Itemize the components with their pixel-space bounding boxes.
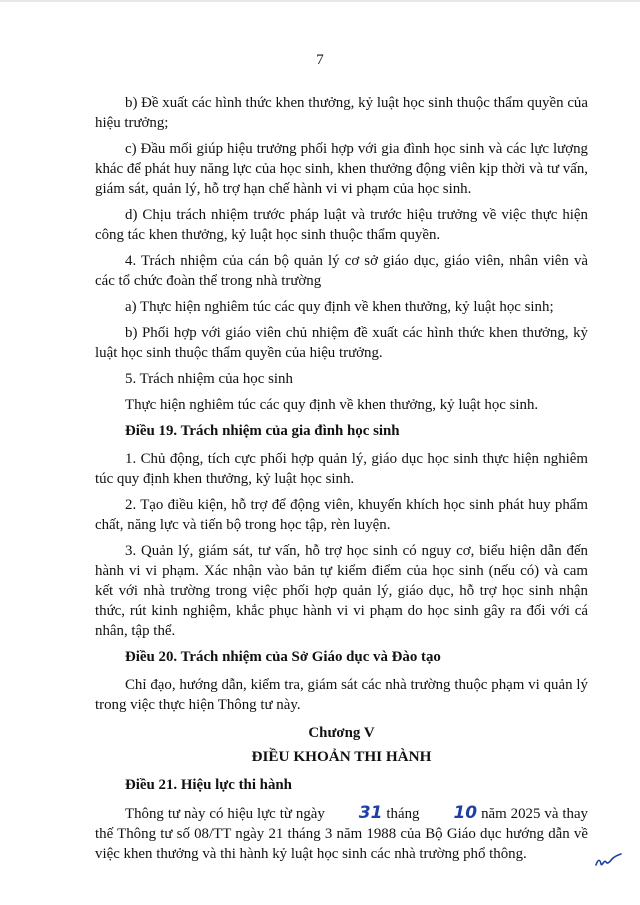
paragraph: d) Chịu trách nhiệm trước pháp luật và trước hiệu trưởng về việc thực hiện công tác khen thưởng, kỷ luật học sinh thuộc thẩm quyền. <box>95 207 588 243</box>
page-number: 7 <box>316 52 324 68</box>
document-body <box>95 93 588 870</box>
paragraph: b) Phối hợp với giáo viên chủ nhiệm đề xuất các hình thức khen thưởng, kỷ luật học sinh thuộc thẩm quyền của hiệu trưởng. <box>95 325 588 361</box>
effective-date-paragraph <box>95 803 588 864</box>
article-19-heading: Điều 19. Trách nhiệm của gia đình học sinh <box>125 423 400 439</box>
month-word: tháng <box>386 806 420 822</box>
scan-edge <box>0 0 640 2</box>
effective-text-start: Thông tư này có hiệu lực từ ngày <box>125 806 325 822</box>
paragraph: Chỉ đạo, hướng dẫn, kiểm tra, giám sát các nhà trường thuộc phạm vi quản lý trong việc thực hiện Thông tư này. <box>95 677 588 713</box>
effective-text-end: năm 2025 và thay thế Thông tư số 08/TT ngày 21 tháng 3 năm 1988 của Bộ Giáo dục hướng dẫn về việc khen thưởng và thi hành kỷ luật học sinh các nhà trường phổ thông. <box>95 806 589 862</box>
paragraph: a) Thực hiện nghiêm túc các quy định về khen thưởng, kỷ luật học sinh; <box>125 299 554 315</box>
paragraph: 2. Tạo điều kiện, hỗ trợ để động viên, khuyến khích học sinh phát huy phẩm chất, năng lực và tiến bộ trong học tập, rèn luyện. <box>95 497 588 533</box>
chapter-label: Chương V <box>308 725 375 741</box>
paragraph: 1. Chủ động, tích cực phối hợp quản lý, giáo dục học sinh thực hiện nghiêm túc quy định khen thưởng, kỷ luật học sinh. <box>95 451 588 487</box>
handwritten-month: 10 <box>453 803 478 823</box>
paragraph: 5. Trách nhiệm của học sinh <box>125 371 293 387</box>
paragraph: b) Đề xuất các hình thức khen thưởng, kỷ luật học sinh thuộc thẩm quyền của hiệu trưởng; <box>95 95 588 131</box>
article-20-heading: Điều 20. Trách nhiệm của Sở Giáo dục và Đào tạo <box>125 649 441 665</box>
paragraph: Thực hiện nghiêm túc các quy định về khen thưởng, kỷ luật học sinh. <box>125 397 539 413</box>
paragraph: 3. Quản lý, giám sát, tư vấn, hỗ trợ học sinh có nguy cơ, biểu hiện dẫn đến hành vi vi phạm. Xác nhận vào bản tự kiểm điểm của học sinh (nếu có) và cam kết với nhà trường trong việc phối hợp quản lý, giáo dục, hỗ trợ học sinh nhận thức, rút kinh nghiệm, khắc phục hành vi vi phạm do học sinh gây ra đối với cá nhân, tập thể. <box>95 543 588 639</box>
article-21-heading: Điều 21. Hiệu lực thi hành <box>125 777 292 793</box>
chapter-title: ĐIỀU KHOẢN THI HÀNH <box>251 748 432 765</box>
paragraph: c) Đầu mối giúp hiệu trưởng phối hợp với gia đình học sinh và các lực lượng khác để phát huy năng lực của học sinh, khen thưởng động viên kịp thời và tư vấn, giám sát, quản lý, hỗ trợ hạn chế hành vi vi phạm của học sinh. <box>95 141 588 197</box>
paragraph: 4. Trách nhiệm của cán bộ quản lý cơ sở giáo dục, giáo viên, nhân viên và các tổ chức đoàn thể trong nhà trường <box>95 253 588 289</box>
handwritten-day: 31 <box>358 803 383 823</box>
handwritten-initial-icon <box>594 853 622 869</box>
